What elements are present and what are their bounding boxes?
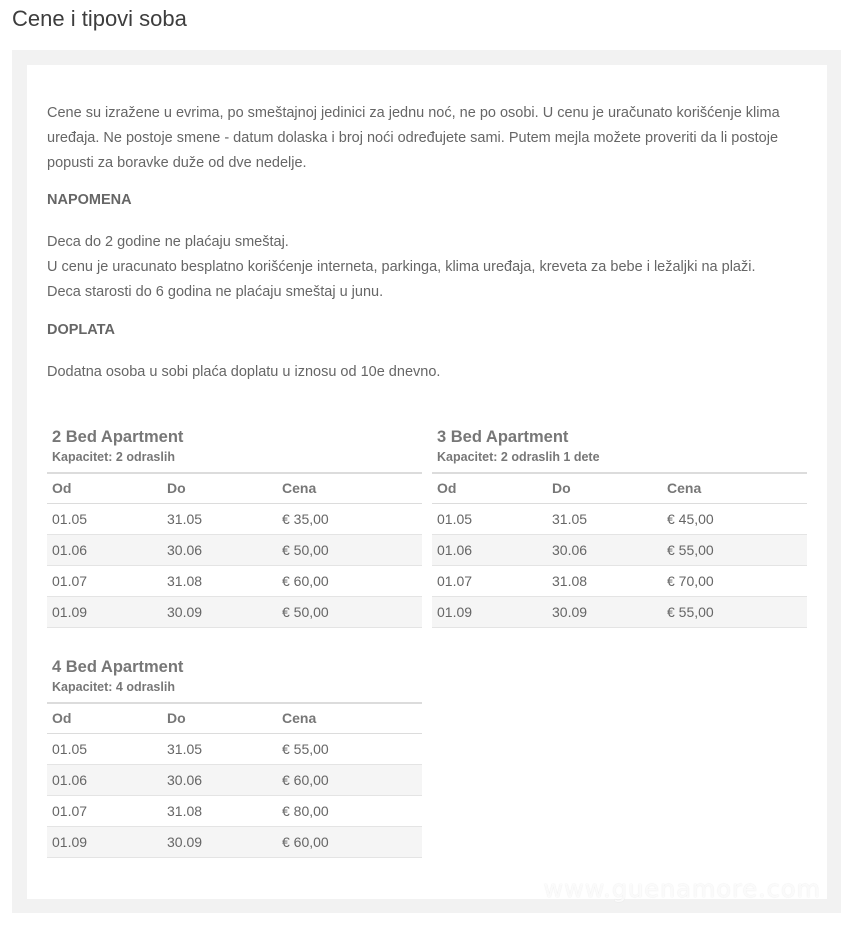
table-row — [432, 503, 807, 534]
cell-od: 01.05 — [47, 503, 162, 534]
cell-od: 01.09 — [47, 826, 162, 857]
napomena-line: Deca do 2 godine ne plaćaju smeštaj. — [47, 234, 289, 250]
cell-cena: € 80,00 — [277, 795, 422, 826]
column-header-cena: Cena — [282, 480, 317, 497]
page-title: Cene i tipovi soba — [12, 6, 187, 31]
apartment-title: 2 Bed Apartment — [52, 428, 184, 446]
apartment-card — [47, 656, 422, 858]
cell-od: 01.06 — [47, 534, 162, 565]
table-row — [47, 596, 422, 627]
table-row — [47, 733, 422, 764]
cell-do: 30.06 — [162, 534, 277, 565]
column-header-od: Od — [437, 480, 457, 497]
cell-cena: € 70,00 — [662, 565, 807, 596]
cell-do: 31.05 — [162, 733, 277, 764]
cell-do: 30.09 — [162, 826, 277, 857]
cell-od: 01.06 — [432, 534, 547, 565]
napomena-line: Deca starosti do 6 godina ne plaćaju smeštaj u junu. — [47, 284, 384, 300]
cell-cena: € 35,00 — [277, 503, 422, 534]
cell-do: 31.05 — [547, 503, 662, 534]
cell-cena: € 45,00 — [662, 503, 807, 534]
cell-do: 31.08 — [162, 565, 277, 596]
cell-cena: € 55,00 — [662, 534, 807, 565]
watermark: www.guenamore.com — [543, 875, 821, 903]
cell-od: 01.06 — [47, 764, 162, 795]
column-header-do: Do — [552, 480, 571, 497]
cell-od: 01.05 — [47, 733, 162, 764]
column-header-cena: Cena — [282, 710, 317, 727]
column-header-od: Od — [52, 480, 72, 497]
apartment-capacity: Kapacitet: 4 odraslih — [52, 680, 175, 694]
cell-cena: € 50,00 — [277, 534, 422, 565]
table-header-row — [432, 473, 807, 503]
cell-od: 01.07 — [47, 795, 162, 826]
cell-cena: € 60,00 — [277, 826, 422, 857]
cell-od: 01.09 — [432, 596, 547, 627]
table-header-row — [47, 703, 422, 733]
cell-do: 30.09 — [547, 596, 662, 627]
cell-do: 31.08 — [162, 795, 277, 826]
column-header-od: Od — [52, 710, 72, 727]
cell-cena: € 60,00 — [277, 764, 422, 795]
apartment-card — [47, 426, 422, 628]
cell-cena: € 50,00 — [277, 596, 422, 627]
column-header-do: Do — [167, 480, 186, 497]
cell-od: 01.07 — [47, 565, 162, 596]
column-header-do: Do — [167, 710, 186, 727]
cell-od: 01.09 — [47, 596, 162, 627]
column-header-cena: Cena — [667, 480, 702, 497]
table-row — [47, 534, 422, 565]
cell-od: 01.07 — [432, 565, 547, 596]
cell-cena: € 55,00 — [662, 596, 807, 627]
table-row — [432, 596, 807, 627]
price-table — [47, 702, 422, 858]
content-card — [27, 65, 827, 899]
napomena-text — [47, 230, 812, 305]
cell-do: 30.06 — [547, 534, 662, 565]
table-row — [432, 565, 807, 596]
cell-do: 31.05 — [162, 503, 277, 534]
cell-od: 01.05 — [432, 503, 547, 534]
apartment-capacity: Kapacitet: 2 odraslih 1 dete — [437, 450, 600, 464]
cell-cena: € 55,00 — [277, 733, 422, 764]
table-row — [432, 534, 807, 565]
apartment-title: 4 Bed Apartment — [52, 658, 184, 676]
apartment-card — [432, 426, 807, 628]
price-table — [47, 472, 422, 628]
table-row — [47, 565, 422, 596]
intro-text: Cene su izražene u evrima, po smeštajnoj jedinici za jednu noć, ne po osobi. U cenu je uračunato korišćenje klima uređaja. Ne postoje smene - datum dolaska i broj noći određujete sami. Putem mejla možete proveriti da li postoje popusti za boravke duže od dve nedelje. — [47, 105, 780, 171]
napomena-line: U cenu je uracunato besplatno korišćenje interneta, parkinga, klima uređaja, kreveta za bebe i ležaljki na plaži. — [47, 259, 756, 275]
cell-do: 30.06 — [162, 764, 277, 795]
cell-do: 31.08 — [547, 565, 662, 596]
napomena-heading: NAPOMENA — [47, 192, 132, 208]
table-row — [47, 826, 422, 857]
table-header-row — [47, 473, 422, 503]
table-row — [47, 764, 422, 795]
cell-do: 30.09 — [162, 596, 277, 627]
table-row — [47, 795, 422, 826]
apartment-title: 3 Bed Apartment — [437, 428, 569, 446]
doplata-text: Dodatna osoba u sobi plaća doplatu u iznosu od 10e dnevno. — [47, 364, 441, 380]
price-table — [432, 472, 807, 628]
cell-cena: € 60,00 — [277, 565, 422, 596]
content-frame — [12, 50, 841, 913]
apartment-capacity: Kapacitet: 2 odraslih — [52, 450, 175, 464]
doplata-heading: DOPLATA — [47, 322, 115, 338]
table-row — [47, 503, 422, 534]
